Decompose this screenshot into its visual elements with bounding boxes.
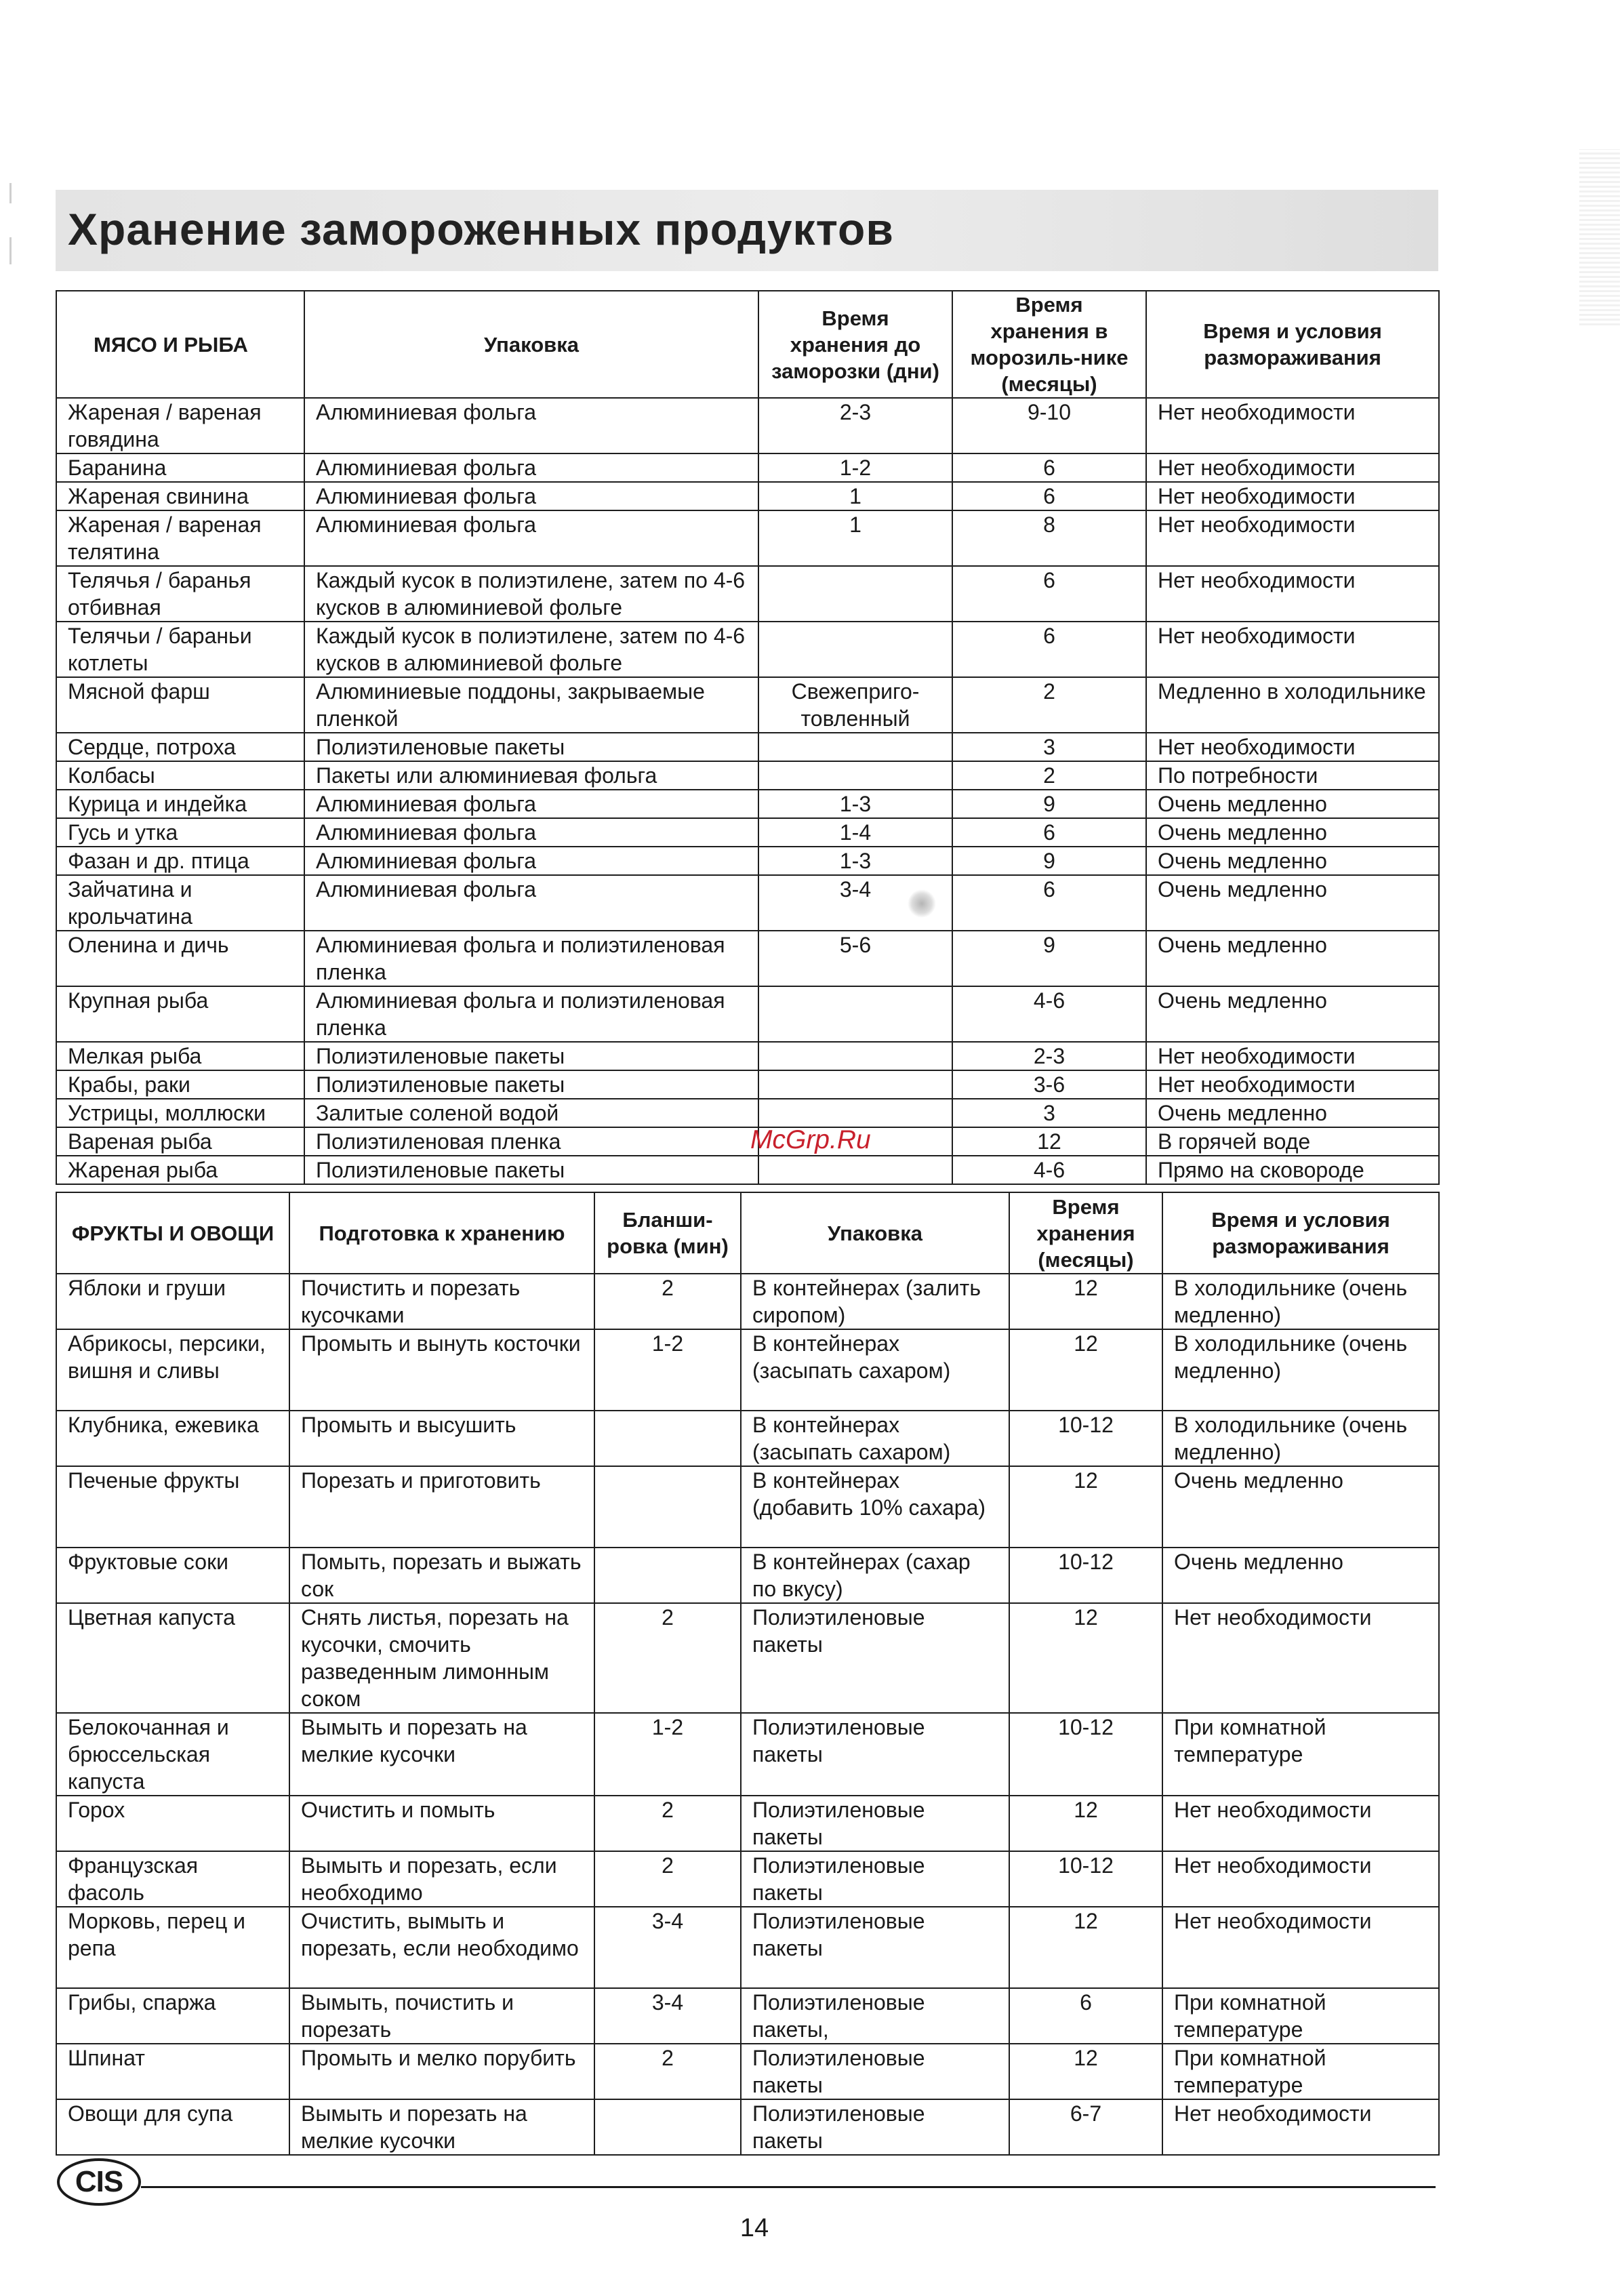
- table-row: [56, 622, 1439, 677]
- cell-packaging: Алюминиевая фольга: [304, 790, 758, 818]
- table-row: [56, 1042, 1439, 1070]
- table-row: [56, 2044, 1439, 2099]
- cell-product: Шпинат: [56, 2044, 289, 2099]
- cell-thaw: Нет необходимости: [1146, 1042, 1439, 1070]
- cell-in-freezer: 8: [952, 510, 1146, 566]
- cell-in-freezer: 12: [952, 1127, 1146, 1156]
- cell-in-freezer: 9: [952, 790, 1146, 818]
- cell-in-freezer: 6: [952, 818, 1146, 847]
- cell-before-freeze: 5-6: [758, 931, 952, 986]
- cell-product: Крупная рыба: [56, 986, 304, 1042]
- cell-storage: 10-12: [1009, 1548, 1162, 1603]
- cell-blanch: 3-4: [594, 1988, 741, 2044]
- table-row: [56, 1713, 1439, 1796]
- cell-thaw: Очень медленно: [1146, 818, 1439, 847]
- cell-product: Французская фасоль: [56, 1851, 289, 1907]
- cell-storage: 10-12: [1009, 1713, 1162, 1796]
- cell-packaging: Каждый кусок в полиэтилене, затем по 4-6 кусков в алюминиевой фольге: [304, 566, 758, 622]
- cell-product: Грибы, спаржа: [56, 1988, 289, 2044]
- cell-thaw: Нет необходимости: [1162, 1603, 1439, 1713]
- cell-thaw: Очень медленно: [1146, 790, 1439, 818]
- cell-packaging: Полиэтиленовые пакеты: [741, 1796, 1009, 1851]
- cell-thaw: Нет необходимости: [1146, 733, 1439, 761]
- cell-thaw: При комнатной температуре: [1162, 1988, 1439, 2044]
- cell-before-freeze: 1-4: [758, 818, 952, 847]
- footer-rule: [141, 2186, 1436, 2188]
- table-row: [56, 453, 1439, 482]
- cell-storage: 10-12: [1009, 1411, 1162, 1466]
- cell-product: Оленина и дичь: [56, 931, 304, 986]
- cell-thaw: Нет необходимости: [1162, 1907, 1439, 1988]
- cell-packaging: Полиэтиленовые пакеты: [741, 1713, 1009, 1796]
- cell-thaw: Медленно в холодильнике: [1146, 677, 1439, 733]
- cell-thaw: Очень медленно: [1146, 931, 1439, 986]
- cell-packaging: Полиэтиленовые пакеты: [304, 1042, 758, 1070]
- cell-before-freeze: [758, 986, 952, 1042]
- cell-blanch: 1-2: [594, 1713, 741, 1796]
- cell-before-freeze: [758, 1156, 952, 1184]
- cell-in-freezer: 9: [952, 847, 1146, 875]
- cell-product: Зайчатина и крольчатина: [56, 875, 304, 931]
- cell-blanch: 1-2: [594, 1329, 741, 1411]
- cell-thaw: В холодильнике (очень медленно): [1162, 1274, 1439, 1329]
- table-row: [56, 1411, 1439, 1466]
- col-header-product: ФРУКТЫ И ОВОЩИ: [56, 1192, 289, 1274]
- cell-product: Цветная капуста: [56, 1603, 289, 1713]
- cell-product: Жареная свинина: [56, 482, 304, 510]
- table-row: [56, 1329, 1439, 1411]
- col-header-thaw: Время и условия размораживания: [1146, 291, 1439, 398]
- cell-prep: Снять листья, порезать на кусочки, смочить разведенным лимонным соком: [289, 1603, 594, 1713]
- cell-in-freezer: 9: [952, 931, 1146, 986]
- cell-product: Морковь, перец и репа: [56, 1907, 289, 1988]
- cis-badge: CIS: [57, 2158, 141, 2206]
- cell-in-freezer: 2: [952, 761, 1146, 790]
- col-header-prep: Подготовка к хранению: [289, 1192, 594, 1274]
- table-row: [56, 986, 1439, 1042]
- cell-before-freeze: [758, 1042, 952, 1070]
- cell-packaging: Полиэтиленовые пакеты: [304, 1156, 758, 1184]
- cell-before-freeze: 1: [758, 482, 952, 510]
- cell-product: Мелкая рыба: [56, 1042, 304, 1070]
- cell-in-freezer: 3: [952, 1099, 1146, 1127]
- cell-product: Баранина: [56, 453, 304, 482]
- cell-before-freeze: [758, 622, 952, 677]
- cell-thaw: В холодильнике (очень медленно): [1162, 1411, 1439, 1466]
- cell-prep: Очистить, вымыть и порезать, если необходимо: [289, 1907, 594, 1988]
- cell-in-freezer: 6: [952, 453, 1146, 482]
- cell-product: Фруктовые соки: [56, 1548, 289, 1603]
- fruit-vegetable-table: [56, 1192, 1440, 2156]
- scan-edge-noise: [1579, 149, 1620, 325]
- table-row: [56, 1603, 1439, 1713]
- cell-packaging: Полиэтиленовые пакеты: [741, 1851, 1009, 1907]
- cell-prep: Вымыть и порезать, если необходимо: [289, 1851, 594, 1907]
- cell-packaging: Каждый кусок в полиэтилене, затем по 4-6 кусков в алюминиевой фольге: [304, 622, 758, 677]
- cell-storage: 12: [1009, 2044, 1162, 2099]
- cell-product: Овощи для супа: [56, 2099, 289, 2155]
- cell-storage: 12: [1009, 1796, 1162, 1851]
- cell-thaw: Нет необходимости: [1162, 1796, 1439, 1851]
- cell-in-freezer: 6: [952, 482, 1146, 510]
- cell-blanch: 2: [594, 1796, 741, 1851]
- cell-blanch: [594, 2099, 741, 2155]
- cell-storage: 6-7: [1009, 2099, 1162, 2155]
- cell-blanch: 2: [594, 1274, 741, 1329]
- cell-thaw: Очень медленно: [1162, 1466, 1439, 1548]
- cell-thaw: В горячей воде: [1146, 1127, 1439, 1156]
- cell-thaw: При комнатной температуре: [1162, 1713, 1439, 1796]
- cell-thaw: Нет необходимости: [1146, 566, 1439, 622]
- cell-product: Клубника, ежевика: [56, 1411, 289, 1466]
- table-row: [56, 733, 1439, 761]
- cell-blanch: 2: [594, 1851, 741, 1907]
- table-row: [56, 677, 1439, 733]
- page-title: Хранение замороженных продуктов: [68, 204, 894, 254]
- cell-storage: 12: [1009, 1274, 1162, 1329]
- table-row: [56, 1988, 1439, 2044]
- cell-before-freeze: 1-2: [758, 453, 952, 482]
- cell-prep: Порезать и приготовить: [289, 1466, 594, 1548]
- table-row: [56, 2099, 1439, 2155]
- cell-before-freeze: [758, 1070, 952, 1099]
- scan-margin-mark: [9, 183, 12, 203]
- cell-prep: Вымыть и порезать на мелкие кусочки: [289, 1713, 594, 1796]
- cell-in-freezer: 3: [952, 733, 1146, 761]
- cell-before-freeze: [758, 566, 952, 622]
- cell-blanch: 2: [594, 1603, 741, 1713]
- cell-packaging: В контейнерах (добавить 10% сахара): [741, 1466, 1009, 1548]
- cell-packaging: В контейнерах (залить сиропом): [741, 1274, 1009, 1329]
- table-row: [56, 1907, 1439, 1988]
- cell-packaging: Полиэтиленовые пакеты: [741, 1603, 1009, 1713]
- cell-storage: 12: [1009, 1329, 1162, 1411]
- cell-product: Абрикосы, персики, вишня и сливы: [56, 1329, 289, 1411]
- table-row: [56, 1796, 1439, 1851]
- cell-blanch: 3-4: [594, 1907, 741, 1988]
- cell-in-freezer: 9-10: [952, 398, 1146, 453]
- cell-product: Сердце, потроха: [56, 733, 304, 761]
- cell-in-freezer: 6: [952, 622, 1146, 677]
- cell-before-freeze: 1-3: [758, 790, 952, 818]
- cell-packaging: Алюминиевые поддоны, закрываемые пленкой: [304, 677, 758, 733]
- cell-prep: Очистить и помыть: [289, 1796, 594, 1851]
- cell-thaw: Нет необходимости: [1146, 510, 1439, 566]
- cell-before-freeze: Свежеприго-товленный: [758, 677, 952, 733]
- cell-thaw: Очень медленно: [1146, 986, 1439, 1042]
- cell-packaging: Полиэтиленовая пленка: [304, 1127, 758, 1156]
- cell-before-freeze: [758, 733, 952, 761]
- cell-blanch: [594, 1411, 741, 1466]
- cell-storage: 12: [1009, 1603, 1162, 1713]
- col-header-packaging: Упаковка: [304, 291, 758, 398]
- cell-in-freezer: 4-6: [952, 1156, 1146, 1184]
- table-row: [56, 1466, 1439, 1548]
- cell-prep: Промыть и мелко порубить: [289, 2044, 594, 2099]
- cell-product: Крабы, раки: [56, 1070, 304, 1099]
- col-header-before-freeze: Время хранения до заморозки (дни): [758, 291, 952, 398]
- scan-margin-mark: [9, 237, 12, 264]
- cell-thaw: В холодильнике (очень медленно): [1162, 1329, 1439, 1411]
- cell-product: Устрицы, моллюски: [56, 1099, 304, 1127]
- cell-packaging: Залитые соленой водой: [304, 1099, 758, 1127]
- table-row: [56, 398, 1439, 453]
- cell-product: Курица и индейка: [56, 790, 304, 818]
- cell-packaging: В контейнерах (засыпать сахаром): [741, 1411, 1009, 1466]
- table-row: [56, 1548, 1439, 1603]
- page-number: 14: [739, 2214, 769, 2242]
- cell-packaging: Полиэтиленовые пакеты,: [741, 1988, 1009, 2044]
- cell-in-freezer: 6: [952, 875, 1146, 931]
- cell-product: Жареная / вареная телятина: [56, 510, 304, 566]
- cell-product: Печеные фрукты: [56, 1466, 289, 1548]
- cell-thaw: Нет необходимости: [1146, 482, 1439, 510]
- cell-storage: 6: [1009, 1988, 1162, 2044]
- cell-blanch: [594, 1548, 741, 1603]
- table-row: [56, 1127, 1439, 1156]
- col-header-storage: Время хранения (месяцы): [1009, 1192, 1162, 1274]
- cell-product: Жареная рыба: [56, 1156, 304, 1184]
- cell-thaw: Прямо на сковороде: [1146, 1156, 1439, 1184]
- cell-prep: Промыть и вынуть косточки: [289, 1329, 594, 1411]
- cell-prep: Вымыть, почистить и порезать: [289, 1988, 594, 2044]
- col-header-packaging: Упаковка: [741, 1192, 1009, 1274]
- cell-thaw: Очень медленно: [1146, 875, 1439, 931]
- cell-product: Фазан и др. птица: [56, 847, 304, 875]
- table-row: [56, 510, 1439, 566]
- cell-packaging: Полиэтиленовые пакеты: [741, 2044, 1009, 2099]
- table-row: [56, 1851, 1439, 1907]
- meat-fish-table: [56, 290, 1440, 1185]
- cell-product: Телячьи / бараньи котлеты: [56, 622, 304, 677]
- cell-product: Телячья / баранья отбивная: [56, 566, 304, 622]
- cell-before-freeze: [758, 1099, 952, 1127]
- table-row: [56, 847, 1439, 875]
- cell-packaging: Алюминиевая фольга: [304, 453, 758, 482]
- cell-before-freeze: 2-3: [758, 398, 952, 453]
- col-header-blanch: Бланши-ровка (мин): [594, 1192, 741, 1274]
- table-row: [56, 566, 1439, 622]
- cell-before-freeze: [758, 761, 952, 790]
- cell-in-freezer: 4-6: [952, 986, 1146, 1042]
- table-row: [56, 875, 1439, 931]
- cell-packaging: Алюминиевая фольга: [304, 875, 758, 931]
- cell-blanch: [594, 1466, 741, 1548]
- cell-packaging: Алюминиевая фольга: [304, 818, 758, 847]
- cell-packaging: Алюминиевая фольга: [304, 847, 758, 875]
- cell-packaging: Алюминиевая фольга: [304, 510, 758, 566]
- table-row: [56, 1070, 1439, 1099]
- cell-packaging: Полиэтиленовые пакеты: [741, 2099, 1009, 2155]
- cell-product: Колбасы: [56, 761, 304, 790]
- cell-prep: Вымыть и порезать на мелкие кусочки: [289, 2099, 594, 2155]
- cell-packaging: Алюминиевая фольга: [304, 482, 758, 510]
- cell-in-freezer: 6: [952, 566, 1146, 622]
- cell-thaw: Очень медленно: [1146, 1099, 1439, 1127]
- cell-thaw: Нет необходимости: [1146, 622, 1439, 677]
- cell-product: Горох: [56, 1796, 289, 1851]
- cell-product: Яблоки и груши: [56, 1274, 289, 1329]
- cell-thaw: Нет необходимости: [1146, 1070, 1439, 1099]
- table-row: [56, 818, 1439, 847]
- cell-packaging: Полиэтиленовые пакеты: [304, 1070, 758, 1099]
- cell-thaw: Очень медленно: [1162, 1548, 1439, 1603]
- col-header-product: МЯСО И РЫБА: [56, 291, 304, 398]
- cell-prep: Почистить и порезать кусочками: [289, 1274, 594, 1329]
- cell-packaging: В контейнерах (сахар по вкусу): [741, 1548, 1009, 1603]
- cell-thaw: Нет необходимости: [1162, 1851, 1439, 1907]
- cell-packaging: Полиэтиленовые пакеты: [304, 733, 758, 761]
- table-row: [56, 931, 1439, 986]
- cell-packaging: Пакеты или алюминиевая фольга: [304, 761, 758, 790]
- cell-storage: 12: [1009, 1466, 1162, 1548]
- cell-thaw: Нет необходимости: [1146, 398, 1439, 453]
- table-row: [56, 482, 1439, 510]
- col-header-in-freezer: Время хранения в морозиль-нике (месяцы): [952, 291, 1146, 398]
- cell-in-freezer: 2: [952, 677, 1146, 733]
- cell-packaging: Алюминиевая фольга: [304, 398, 758, 453]
- cell-packaging: В контейнерах (засыпать сахаром): [741, 1329, 1009, 1411]
- cell-product: Гусь и утка: [56, 818, 304, 847]
- cell-product: Вареная рыба: [56, 1127, 304, 1156]
- cell-in-freezer: 3-6: [952, 1070, 1146, 1099]
- cell-packaging: Алюминиевая фольга и полиэтиленовая пленка: [304, 986, 758, 1042]
- cell-thaw: По потребности: [1146, 761, 1439, 790]
- col-header-thaw: Время и условия размораживания: [1162, 1192, 1439, 1274]
- cell-prep: Помыть, порезать и выжать сок: [289, 1548, 594, 1603]
- cell-product: Жареная / вареная говядина: [56, 398, 304, 453]
- cell-packaging: Алюминиевая фольга и полиэтиленовая пленка: [304, 931, 758, 986]
- table-row: [56, 1274, 1439, 1329]
- table-row: [56, 1099, 1439, 1127]
- cell-before-freeze: 1: [758, 510, 952, 566]
- cell-packaging: Полиэтиленовые пакеты: [741, 1907, 1009, 1988]
- cell-storage: 12: [1009, 1907, 1162, 1988]
- cell-product: Белокочанная и брюссельская капуста: [56, 1713, 289, 1796]
- cell-blanch: 2: [594, 2044, 741, 2099]
- cell-thaw: Нет необходимости: [1162, 2099, 1439, 2155]
- watermark: McGrp.Ru: [750, 1125, 871, 1154]
- cell-product: Мясной фарш: [56, 677, 304, 733]
- cell-thaw: Нет необходимости: [1146, 453, 1439, 482]
- cell-prep: Промыть и высушить: [289, 1411, 594, 1466]
- cell-thaw: При комнатной температуре: [1162, 2044, 1439, 2099]
- cell-before-freeze: 3-4: [758, 875, 952, 931]
- cell-before-freeze: 1-3: [758, 847, 952, 875]
- cell-thaw: Очень медленно: [1146, 847, 1439, 875]
- table-row: [56, 790, 1439, 818]
- table-header-row: [56, 1192, 1439, 1274]
- table-row: [56, 761, 1439, 790]
- cell-storage: 10-12: [1009, 1851, 1162, 1907]
- table-header-row: [56, 291, 1439, 398]
- cell-in-freezer: 2-3: [952, 1042, 1146, 1070]
- table-row: [56, 1156, 1439, 1184]
